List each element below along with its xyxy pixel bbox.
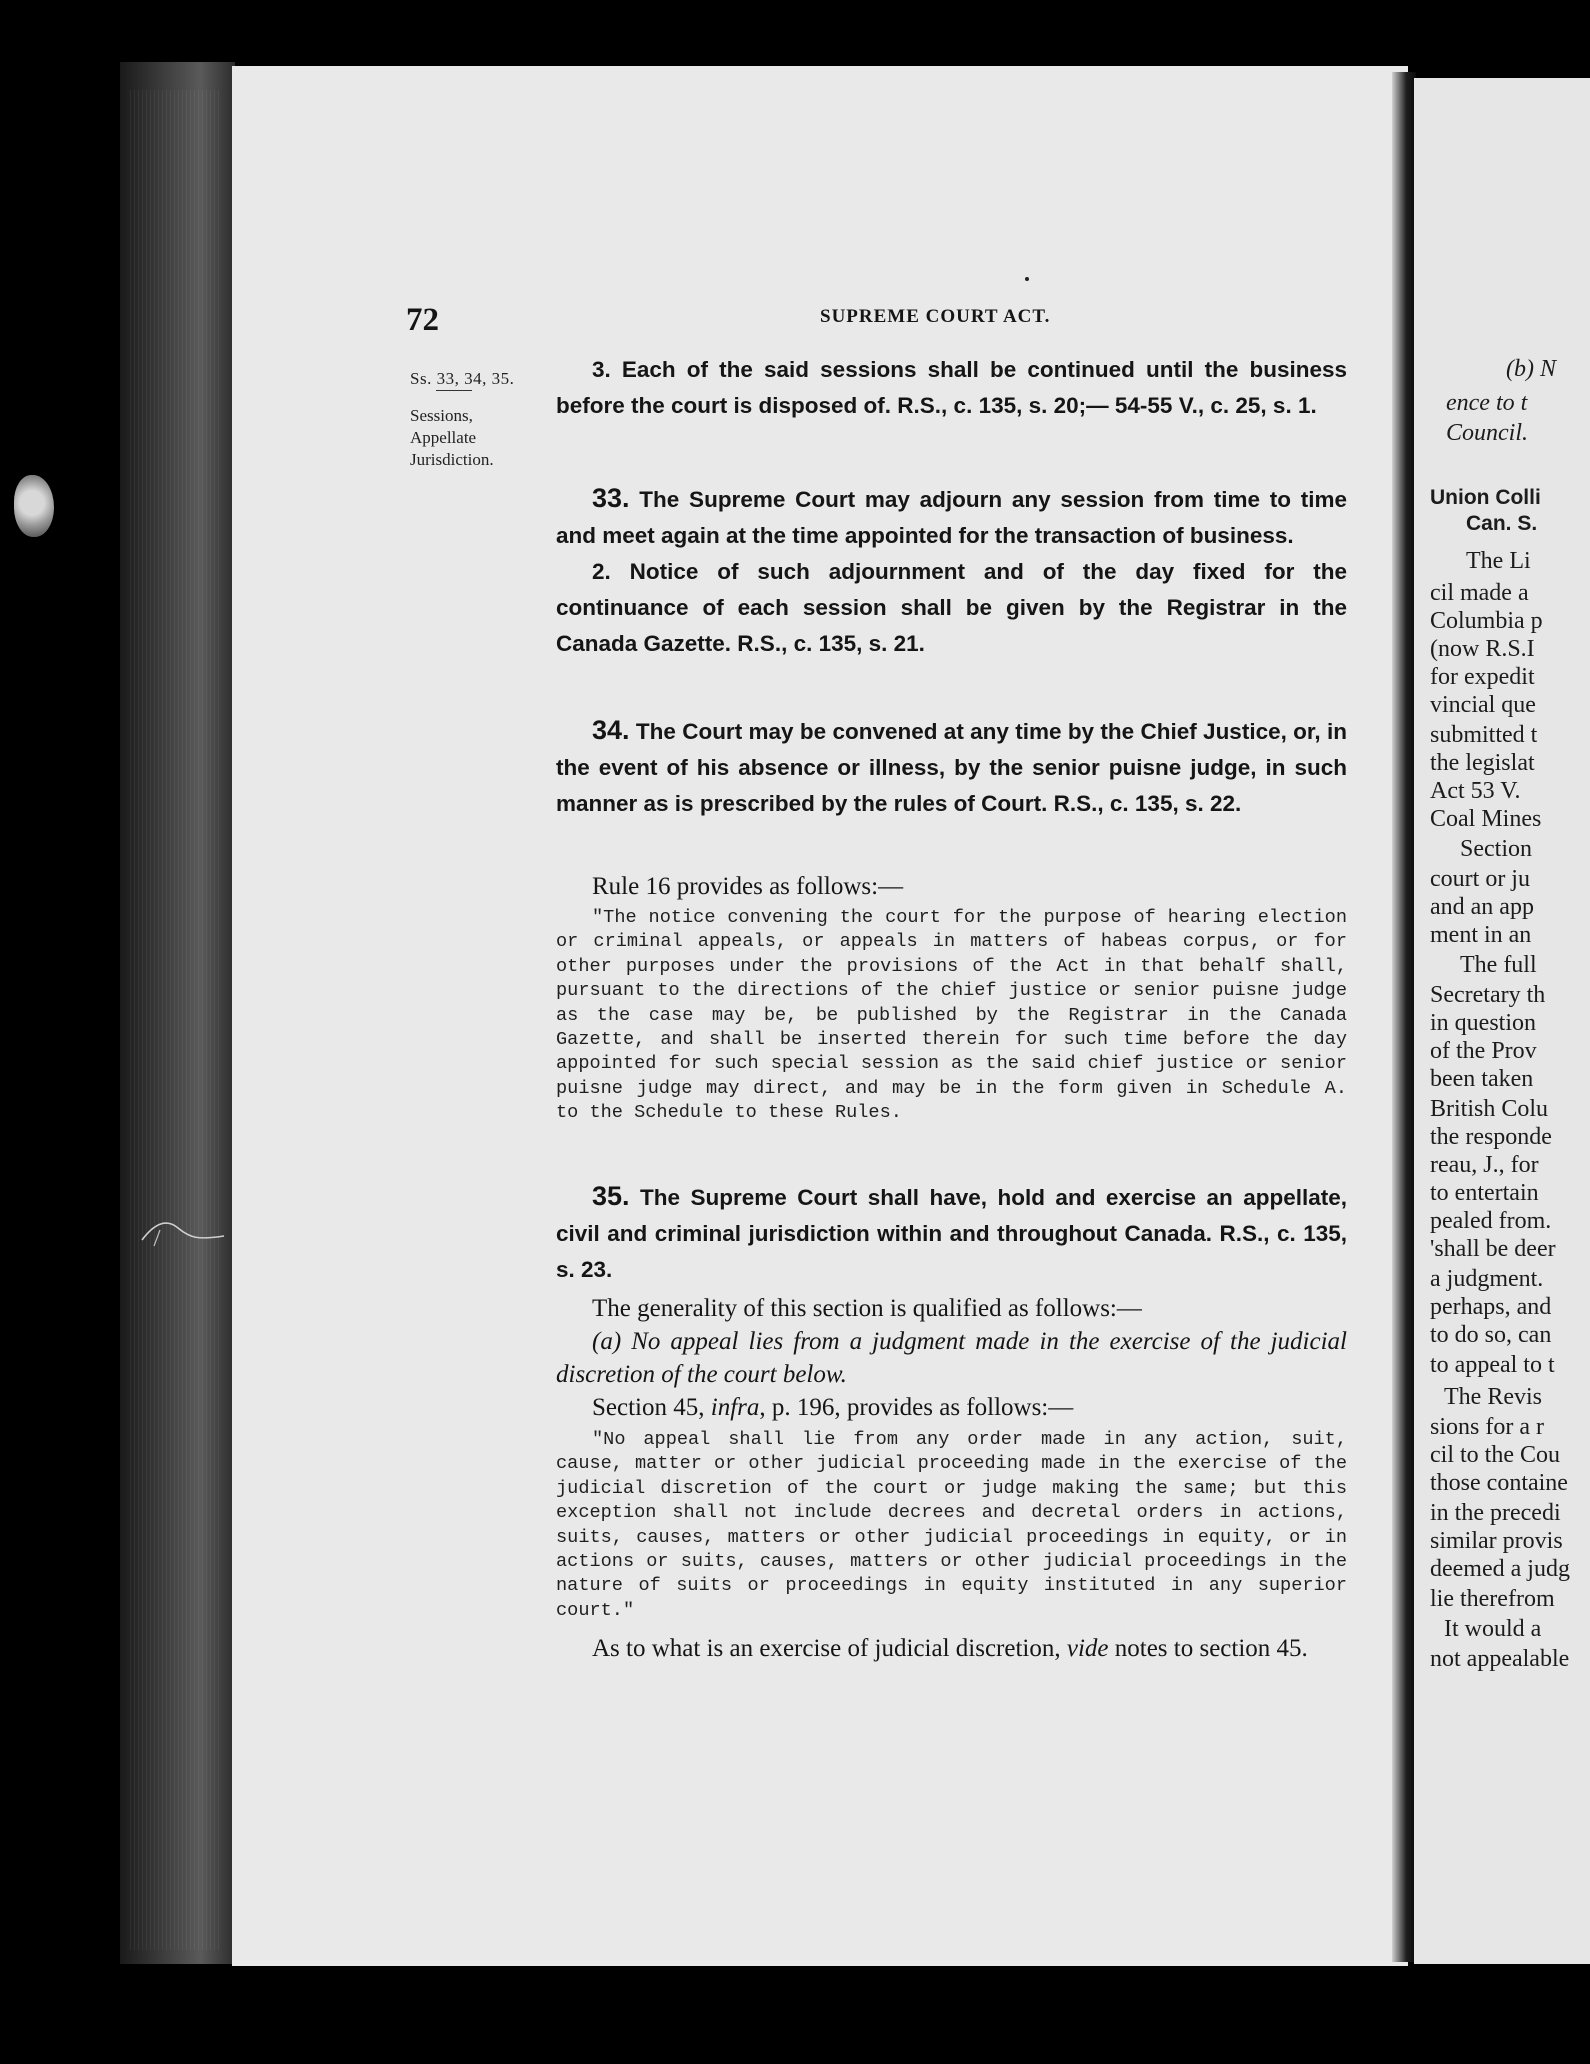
closing-rest: notes to section 45. <box>1108 1635 1308 1662</box>
right-page-line: The Revis <box>1444 1384 1542 1410</box>
right-page-line: reau, J., for <box>1430 1152 1539 1178</box>
section-35-body: The Supreme Court shall have, hold and exercise an appellate, civil and criminal jurisdiction within and throughout Canada. R.S., c. 135, s. 23. <box>556 1185 1347 1282</box>
right-page-line: 'shall be deer <box>1430 1236 1556 1262</box>
right-page-line: vincial que <box>1430 692 1536 718</box>
right-page-line: to entertain <box>1430 1180 1539 1206</box>
right-page-line: deemed a judg <box>1430 1556 1570 1582</box>
right-page-line: sions for a r <box>1430 1414 1544 1440</box>
rule-16-quote: "The notice convening the court for the purpose of hearing election or criminal appeals, or appeals in matters of habeas corpus, or for other purposes under the provisions of the Act in that behalf shall, pursuant to the directions of the chief justice or senior puisne judge as the case may be, be published by the Registrar in the Canada Gazette, and shall be inserted therein for such time before the day appointed for such special session as the said chief justice or senior puisne judge may direct, and may be in the form given in Schedule A. to the Schedule to these Rules. <box>556 907 1347 1124</box>
section-45-intro-text: Section 45, <box>592 1394 711 1421</box>
closing-note <box>556 1632 1347 1665</box>
section-34 <box>556 712 1347 822</box>
right-page-line: to appeal to t <box>1430 1352 1555 1378</box>
right-page-line: Union Colli <box>1430 486 1541 509</box>
page-number: 72 <box>406 302 439 338</box>
right-page-line: a judgment. <box>1430 1266 1544 1292</box>
right-page-line: in the precedi <box>1430 1500 1561 1526</box>
right-page-line: in question <box>1430 1010 1536 1036</box>
rule-16-intro: Rule 16 provides as follows:— <box>592 873 904 900</box>
stray-thread <box>140 1210 226 1250</box>
right-page-line: of the Prov <box>1430 1038 1537 1064</box>
section-35 <box>556 1178 1347 1288</box>
running-head: SUPREME COURT ACT. <box>820 306 1051 327</box>
margin-topic-line: Jurisdiction. <box>410 450 494 469</box>
right-page-line: court or ju <box>1430 866 1530 892</box>
book-page-edge-texture <box>130 90 220 1950</box>
paragraph-a <box>556 1325 1347 1391</box>
margin-stain <box>14 475 54 537</box>
right-page-line: Council. <box>1446 420 1528 446</box>
right-page-line: (now R.S.I <box>1430 636 1535 662</box>
section-33-subsection-2: 2. Notice of such adjournment and of the day fixed for the continuance of each session shall be given by the Registrar in the Canada Gazette. R.S., c. 135, s. 21. <box>556 559 1347 656</box>
paragraph-a-label: (a) <box>592 1328 622 1355</box>
right-page-line: ment in an <box>1430 922 1532 948</box>
right-page-line: Columbia p <box>1430 608 1543 634</box>
right-page-line: Coal Mines <box>1430 806 1542 832</box>
right-page-line: The full <box>1460 952 1537 978</box>
right-page-line: the responde <box>1430 1124 1552 1150</box>
right-page-line: Secretary th <box>1430 982 1546 1008</box>
right-page-line: ence to t <box>1446 390 1528 416</box>
section-33 <box>556 480 1347 662</box>
right-page-line: similar provis <box>1430 1528 1563 1554</box>
right-page-line: for expedit <box>1430 664 1535 690</box>
right-page-line: submitted t <box>1430 722 1538 748</box>
margin-topic-line: Appellate <box>410 428 477 447</box>
right-page-line: pealed from. <box>1430 1208 1552 1234</box>
section-33-text <box>556 480 1347 554</box>
vide-italic: vide <box>1066 1635 1109 1662</box>
right-page-line: It would a <box>1444 1616 1542 1642</box>
margin-rule <box>436 390 472 399</box>
section-45-intro <box>556 1391 1347 1424</box>
right-page-line: British Colu <box>1430 1096 1549 1122</box>
section-45-intro-rest: , p. 196, provides as follows:— <box>759 1394 1074 1421</box>
right-page-line: been taken <box>1430 1066 1534 1092</box>
right-page-line: cil made a <box>1430 580 1529 606</box>
right-page-line: not appealable <box>1430 1646 1570 1672</box>
print-speck <box>1025 277 1029 281</box>
margin-topic-line: Sessions, <box>410 406 473 425</box>
section-33-body: The Supreme Court may adjourn any session from time to time and meet again at the time appointed for the transaction of business. <box>556 487 1347 548</box>
right-page-line: to do so, can <box>1430 1322 1552 1348</box>
margin-section-refs: Ss. 33, 34, 35. <box>410 369 515 388</box>
right-page-line: lie therefrom <box>1430 1586 1555 1612</box>
paragraph-a-text: No appeal lies from a judgment made in the exercise of the judicial discretion of the court below. <box>556 1328 1347 1388</box>
right-page-line: those containe <box>1430 1470 1568 1496</box>
right-page-line: and an app <box>1430 894 1534 920</box>
right-page-line: the legislat <box>1430 750 1535 776</box>
infra-italic: infra <box>710 1394 760 1421</box>
subsection-3 <box>556 352 1347 424</box>
closing-text: As to what is an exercise of judicial discretion, <box>592 1635 1067 1662</box>
right-page-line: (b) N <box>1506 356 1556 382</box>
right-page-line: Can. S. <box>1466 512 1538 535</box>
right-page-line: cil to the Cou <box>1430 1442 1560 1468</box>
section-33-number: 33. <box>592 483 630 513</box>
right-page-line: perhaps, and <box>1430 1294 1552 1320</box>
section-45-quote: "No appeal shall lie from any order made in any action, suit, cause, matter or other judicial proceeding made in the exercise of the judicial discretion of the court or judge making the same; but this exception shall not include decrees and decretal orders in actions, suits, causes, matters or other judicial proceedings in equity, or in actions or suits, causes, matters or other judicial proceedings in the nature of suits or proceedings in equity instituted in any superior court." <box>556 1429 1347 1621</box>
right-page-line: The Li <box>1466 548 1531 574</box>
section-34-number: 34. <box>592 715 630 745</box>
right-page-line: Section <box>1460 836 1532 862</box>
qualification-notes <box>556 1292 1347 1424</box>
qualified-intro: The generality of this section is qualified as follows:— <box>592 1295 1142 1322</box>
section-35-text <box>556 1178 1347 1288</box>
subsection-3-text: 3. Each of the said sessions shall be continued until the business before the court is disposed of. R.S., c. 135, s. 20;— 54-55 V., c. 25, s. 1. <box>556 357 1347 418</box>
section-34-text <box>556 712 1347 822</box>
right-page-line: Act 53 V. <box>1430 778 1521 804</box>
margin-note <box>410 368 560 471</box>
section-35-number: 35. <box>592 1181 630 1211</box>
book-gutter <box>1392 72 1416 1962</box>
section-34-body: The Court may be convened at any time by the Chief Justice, or, in the event of his absence or illness, by the senior puisne judge, in such manner as is prescribed by the rules of Court. R.S., c. 135, s. 22. <box>556 719 1347 816</box>
